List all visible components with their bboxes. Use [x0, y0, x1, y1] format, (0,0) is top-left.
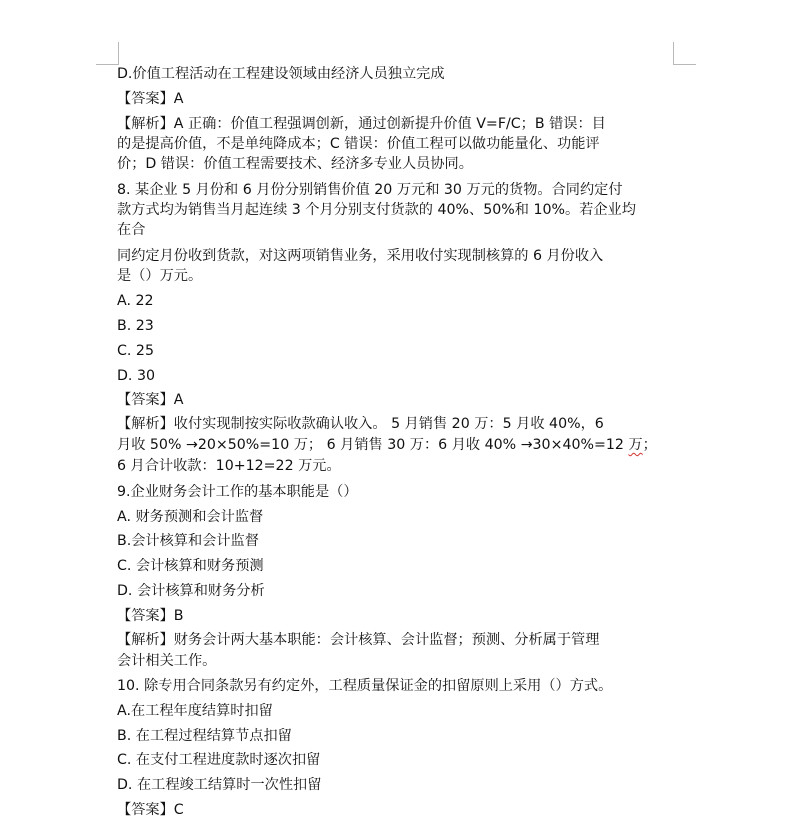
analysis-line: 会计相关工作。 — [117, 653, 217, 669]
spellcheck-flagged-word[interactable]: 万 — [628, 437, 643, 453]
option-a-line: A. 财务预测和会计监督 — [117, 509, 264, 525]
question-8-line: 同约定月份收到货款，对这两项销售业务，采用收付实现制核算的 6 月份收入 — [117, 248, 604, 264]
question-8-line: 是（）万元。 — [117, 268, 203, 284]
answer-line: 【答案】B — [117, 608, 184, 624]
option-d-line: D. 30 — [117, 368, 155, 384]
question-8-line: 8. 某企业 5 月份和 6 月份分别销售价值 20 万元和 30 万元的货物。合同约定付 — [117, 182, 623, 198]
page-corner-mark-top-left — [96, 42, 119, 65]
analysis-line: 的是提高价值，不是单纯降成本；C 错误：价值工程可以做功能量化、功能评 — [117, 136, 600, 152]
analysis-line: 6 月合计收款：10+12=22 万元。 — [117, 458, 341, 474]
option-a-line: A.在工程年度结算时扣留 — [117, 703, 273, 719]
analysis-line: 价；D 错误：价值工程需要技术、经济多专业人员协同。 — [117, 156, 473, 172]
option-b-line: B. 在工程过程结算节点扣留 — [117, 728, 292, 744]
option-d-line: D. 会计核算和财务分析 — [117, 583, 265, 599]
answer-line: 【答案】A — [117, 392, 184, 408]
analysis-text: ； — [642, 437, 657, 453]
analysis-line — [117, 435, 657, 455]
option-b-line: B.会计核算和会计监督 — [117, 533, 259, 549]
option-c-line: C. 25 — [117, 343, 154, 359]
answer-line: 【答案】A — [117, 91, 184, 107]
analysis-line: 【解析】收付实现制按实际收款确认收入。 5 月销售 20 万：5 月收 40%，6 — [117, 416, 604, 432]
answer-line: 【答案】C — [117, 802, 184, 818]
analysis-line: 【解析】财务会计两大基本职能：会计核算、会计监督；预测、分析属于管理 — [117, 632, 600, 648]
question-9-line: 9.企业财务会计工作的基本职能是（） — [117, 484, 358, 500]
option-b-line: B. 23 — [117, 318, 154, 334]
page-corner-mark-top-right — [673, 42, 696, 65]
option-c-line: C. 在支付工程进度款时逐次扣留 — [117, 752, 321, 768]
option-a-line: A. 22 — [117, 293, 154, 309]
option-d-line: D. 在工程竣工结算时一次性扣留 — [117, 777, 322, 793]
question-8-line: 款方式均为销售当月起连续 3 个月分别支付货款的 40%、50%和 10%。若企业均 — [117, 202, 636, 218]
analysis-text: 月收 50% →20×50%=10 万； 6 月销售 30 万：6 月收 40% →30×40%=12 — [117, 437, 624, 453]
question-8-line: 在合 — [117, 222, 146, 238]
option-c-line: C. 会计核算和财务预测 — [117, 558, 264, 574]
question-10-line: 10. 除专用合同条款另有约定外，工程质量保证金的扣留原则上采用（）方式。 — [117, 678, 613, 694]
analysis-line: 【解析】A 正确：价值工程强调创新，通过创新提升价值 V=F/C；B 错误：目 — [117, 116, 606, 132]
option-d-line: D.价值工程活动在工程建设领域由经济人员独立完成 — [117, 66, 445, 82]
